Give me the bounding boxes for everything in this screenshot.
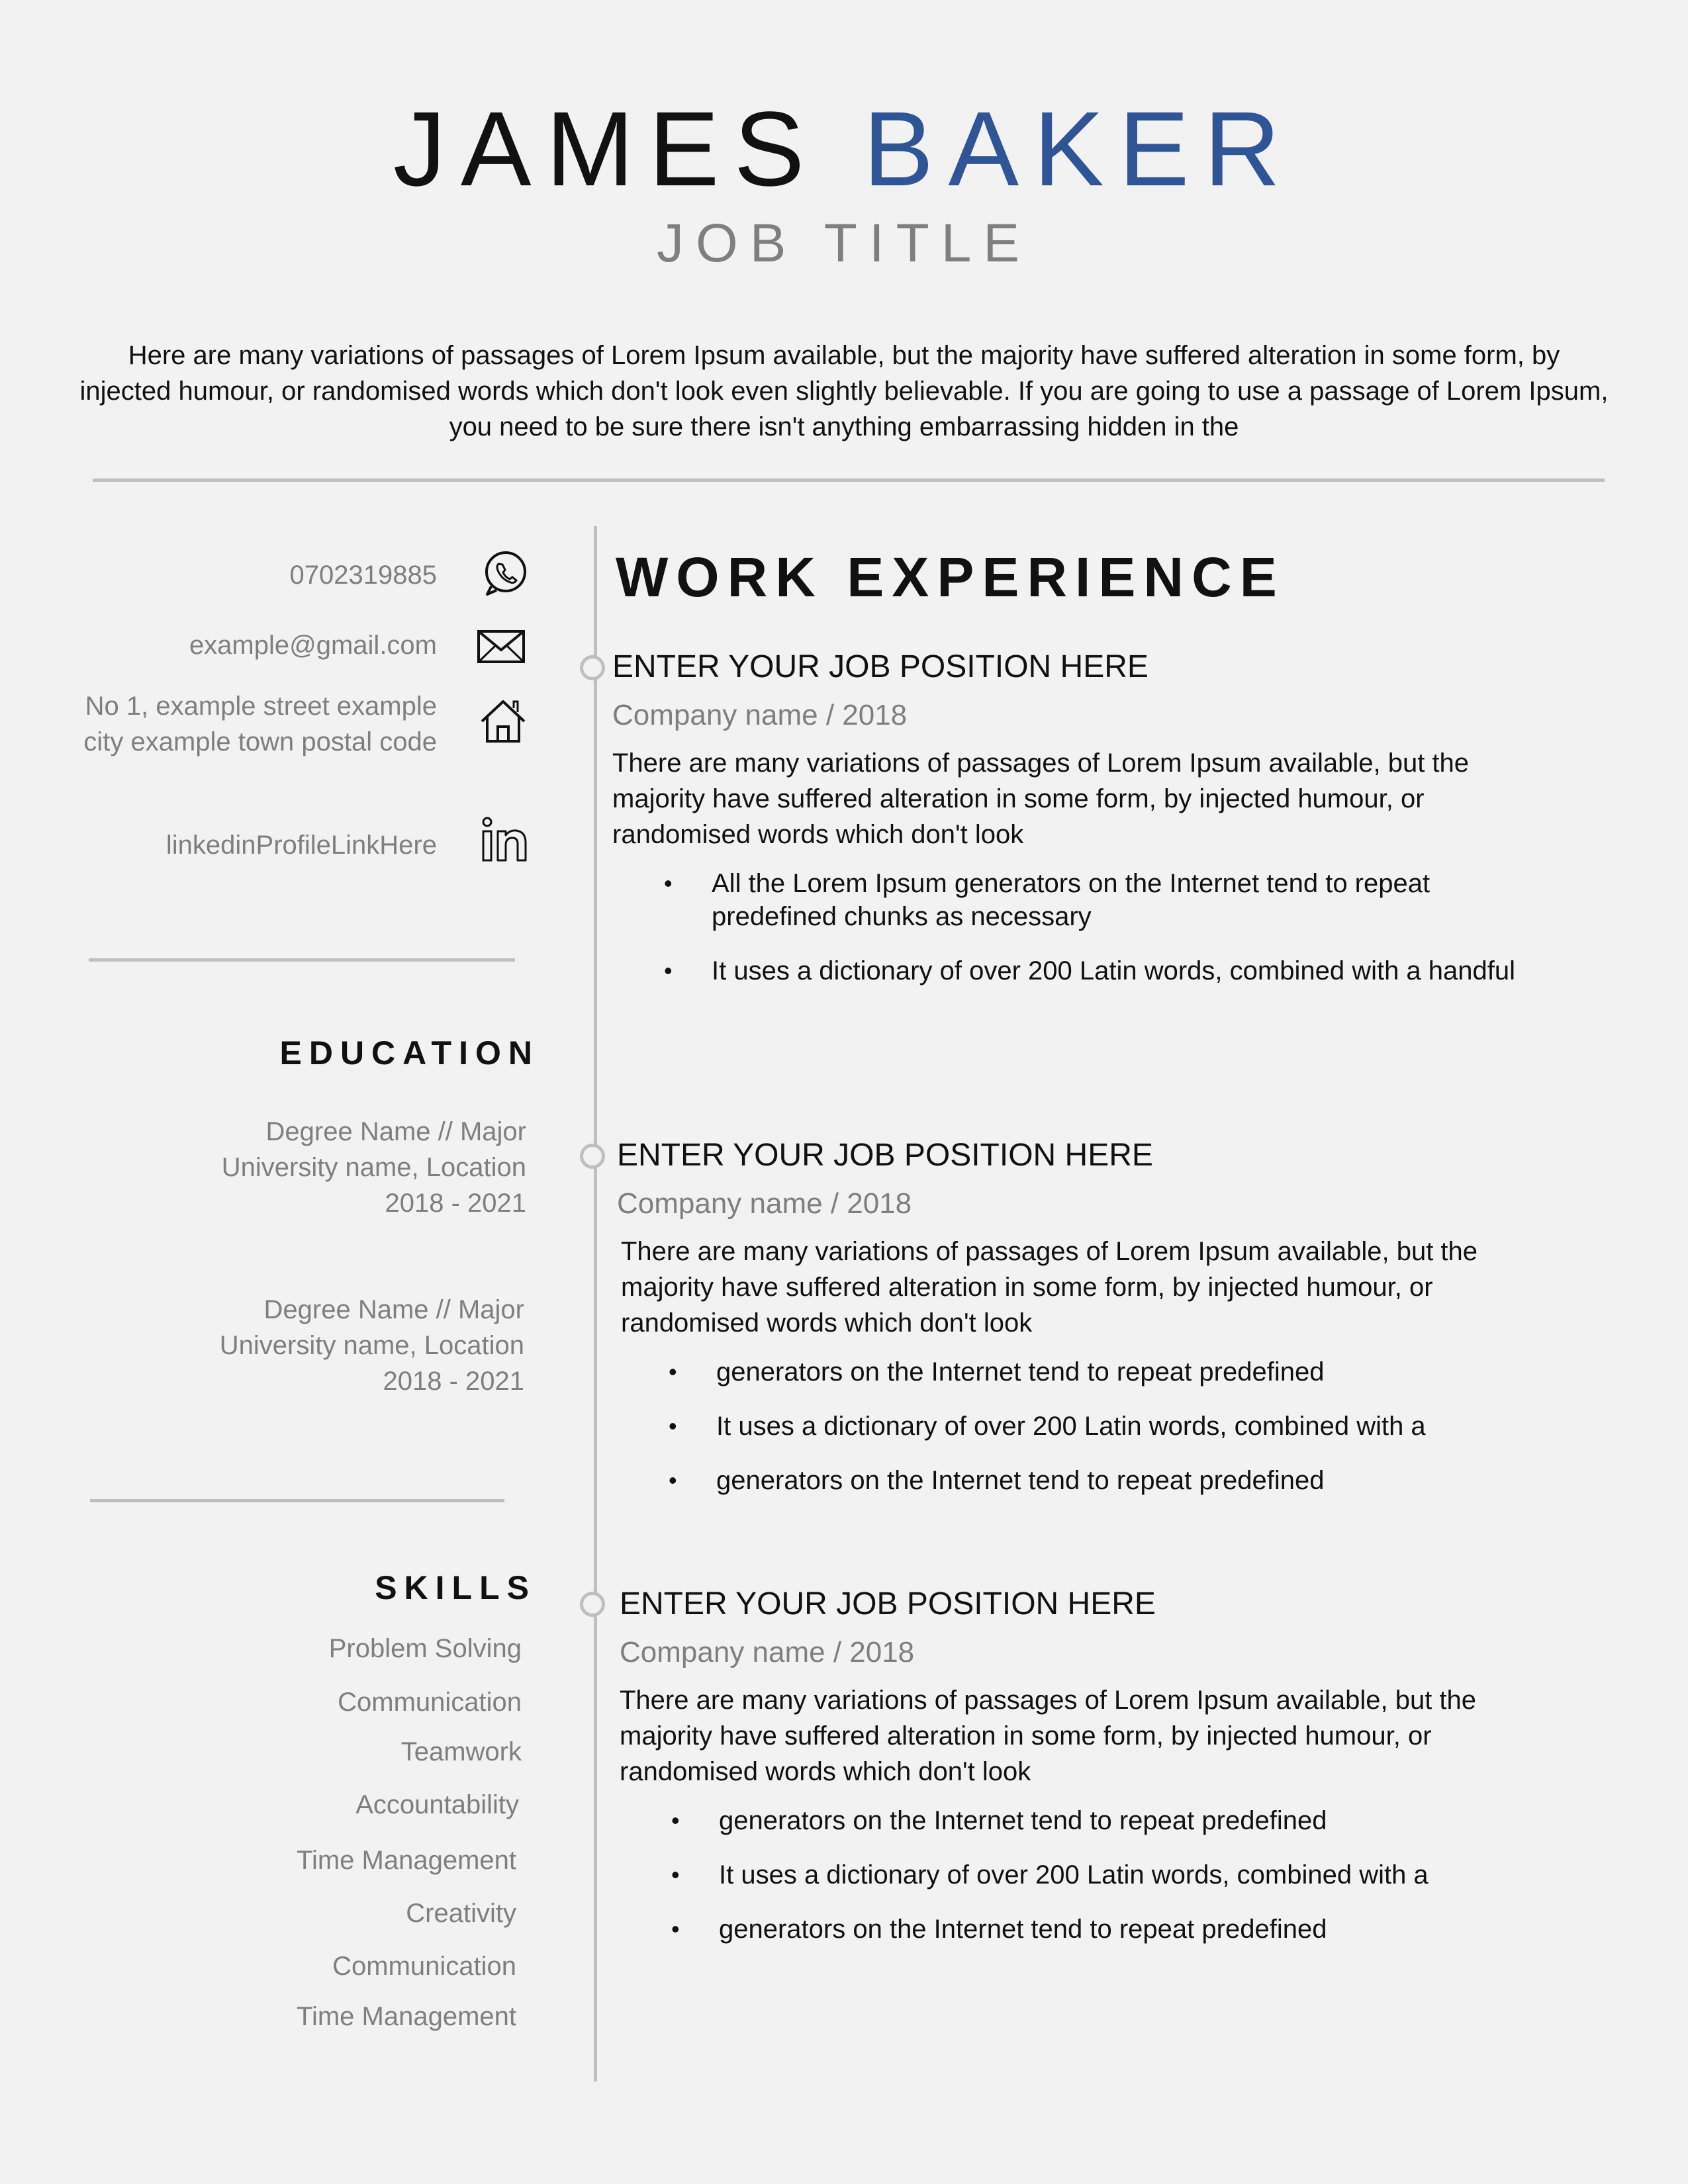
timeline-marker: [580, 1144, 605, 1169]
job-description: There are many variations of passages of Lorem Ipsum available, but the majority have suffered alteration in some form, by injected humour, or randomised words which don't look: [621, 1237, 1478, 1338]
job-entry: [620, 1584, 1613, 1967]
list-item: • generators on the Internet tend to repeat predefined: [669, 1466, 1325, 1495]
degree-name: Degree Name // Major: [263, 1295, 524, 1324]
bullet-text: It uses a dictionary of over 200 Latin words, combined with a handful: [712, 956, 1516, 985]
whatsapp-icon: [478, 547, 531, 600]
education-divider: [90, 1499, 504, 1502]
header-divider: [93, 478, 1605, 482]
address-line-2: city example town postal code: [83, 727, 437, 756]
timeline-marker: [580, 655, 605, 680]
bullet-text: All the Lorem Ipsum generators on the Internet tend to repeat predefined chunks as necessary: [712, 869, 1430, 931]
job-title: JOB TITLE: [656, 213, 1032, 273]
education-years: 2018 - 2021: [385, 1189, 526, 1218]
job-position: ENTER YOUR JOB POSITION HERE: [612, 649, 1149, 684]
list-item: • It uses a dictionary of over 200 Latin words, combined with a: [671, 1860, 1429, 1889]
work-experience-heading: WORK EXPERIENCE: [616, 546, 1285, 608]
job-bullets: [612, 867, 1605, 987]
company-name: Company name / 2018: [617, 1187, 912, 1220]
skill-item: Creativity: [406, 1899, 516, 1928]
contact-email: example@gmail.com: [189, 631, 437, 660]
skill-item: Accountability: [355, 1790, 519, 1819]
skill-item: Problem Solving: [328, 1634, 522, 1663]
bullet-text: generators on the Internet tend to repeat predefined: [719, 1806, 1327, 1835]
list-item: • generators on the Internet tend to repeat predefined: [671, 1915, 1327, 1944]
job-entry: [612, 647, 1605, 1009]
university-name: University name, Location: [219, 1331, 524, 1360]
company-name: Company name / 2018: [612, 699, 908, 731]
home-icon: [477, 695, 530, 748]
skill-item: Teamwork: [400, 1737, 522, 1766]
contact-divider: [89, 958, 515, 962]
education-heading: EDUCATION: [279, 1034, 539, 1071]
skills-heading: SKILLS: [375, 1569, 536, 1606]
job-position: ENTER YOUR JOB POSITION HERE: [620, 1586, 1156, 1621]
bullet-text: generators on the Internet tend to repeat predefined: [716, 1357, 1325, 1387]
contact-phone: 0702319885: [289, 561, 437, 590]
list-item: • It uses a dictionary of over 200 Latin words, combined with a handful: [664, 956, 1516, 985]
list-item: • It uses a dictionary of over 200 Latin words, combined with a: [669, 1412, 1426, 1441]
job-entry: [617, 1136, 1610, 1518]
education-entry: [220, 1292, 524, 1399]
bullet-text: It uses a dictionary of over 200 Latin words, combined with a: [716, 1412, 1426, 1441]
summary-text: Here are many variations of passages of Lorem Ipsum available, but the majority have suffered alteration in some form, by injected humour, or randomised words which don't look even slightly believable. If you are going to use a passage of Lorem Ipsum, you need to be sure there isn't anything embarrassing hidden in the: [79, 341, 1609, 441]
last-name: BAKER: [863, 89, 1295, 208]
timeline-line: [594, 526, 597, 2081]
skill-item: Time Management: [297, 1846, 516, 1875]
envelope-icon: [475, 619, 528, 672]
skill-item: Communication: [338, 1688, 522, 1717]
degree-name: Degree Name // Major: [265, 1117, 526, 1146]
job-description: There are many variations of passages of Lorem Ipsum available, but the majority have suffered alteration in some form, by injected humour, or randomised words which don't look: [620, 1686, 1477, 1786]
job-description: There are many variations of passages of Lorem Ipsum available, but the majority have suffered alteration in some form, by injected humour, or randomised words which don't look: [612, 749, 1470, 849]
list-item: • All the Lorem Ipsum generators on the Internet tend to repeat predefined chunks as necessary: [664, 869, 1430, 931]
university-name: University name, Location: [221, 1153, 526, 1182]
job-position: ENTER YOUR JOB POSITION HERE: [617, 1138, 1153, 1173]
bullet-text: It uses a dictionary of over 200 Latin words, combined with a: [719, 1860, 1429, 1889]
contact-linkedin: linkedinProfileLinkHere: [165, 831, 437, 860]
bullet-text: generators on the Internet tend to repeat predefined: [716, 1466, 1325, 1495]
timeline-marker: [580, 1592, 605, 1617]
address-line-1: No 1, example street example: [85, 692, 437, 721]
linkedin-icon: [478, 814, 531, 867]
list-item: • generators on the Internet tend to repeat predefined: [669, 1357, 1325, 1387]
skill-item: Communication: [332, 1952, 516, 1981]
job-bullets: [617, 1355, 1610, 1497]
bullet-text: generators on the Internet tend to repeat predefined: [719, 1915, 1327, 1944]
education-entry: [222, 1114, 526, 1221]
candidate-name: [0, 86, 1688, 212]
education-years: 2018 - 2021: [383, 1367, 524, 1396]
skill-item: Time Management: [297, 2002, 516, 2031]
list-item: • generators on the Internet tend to repeat predefined: [671, 1806, 1327, 1835]
first-name: JAMES: [393, 89, 820, 208]
company-name: Company name / 2018: [620, 1636, 915, 1668]
job-bullets: [620, 1804, 1613, 1946]
contact-address: [83, 688, 437, 760]
